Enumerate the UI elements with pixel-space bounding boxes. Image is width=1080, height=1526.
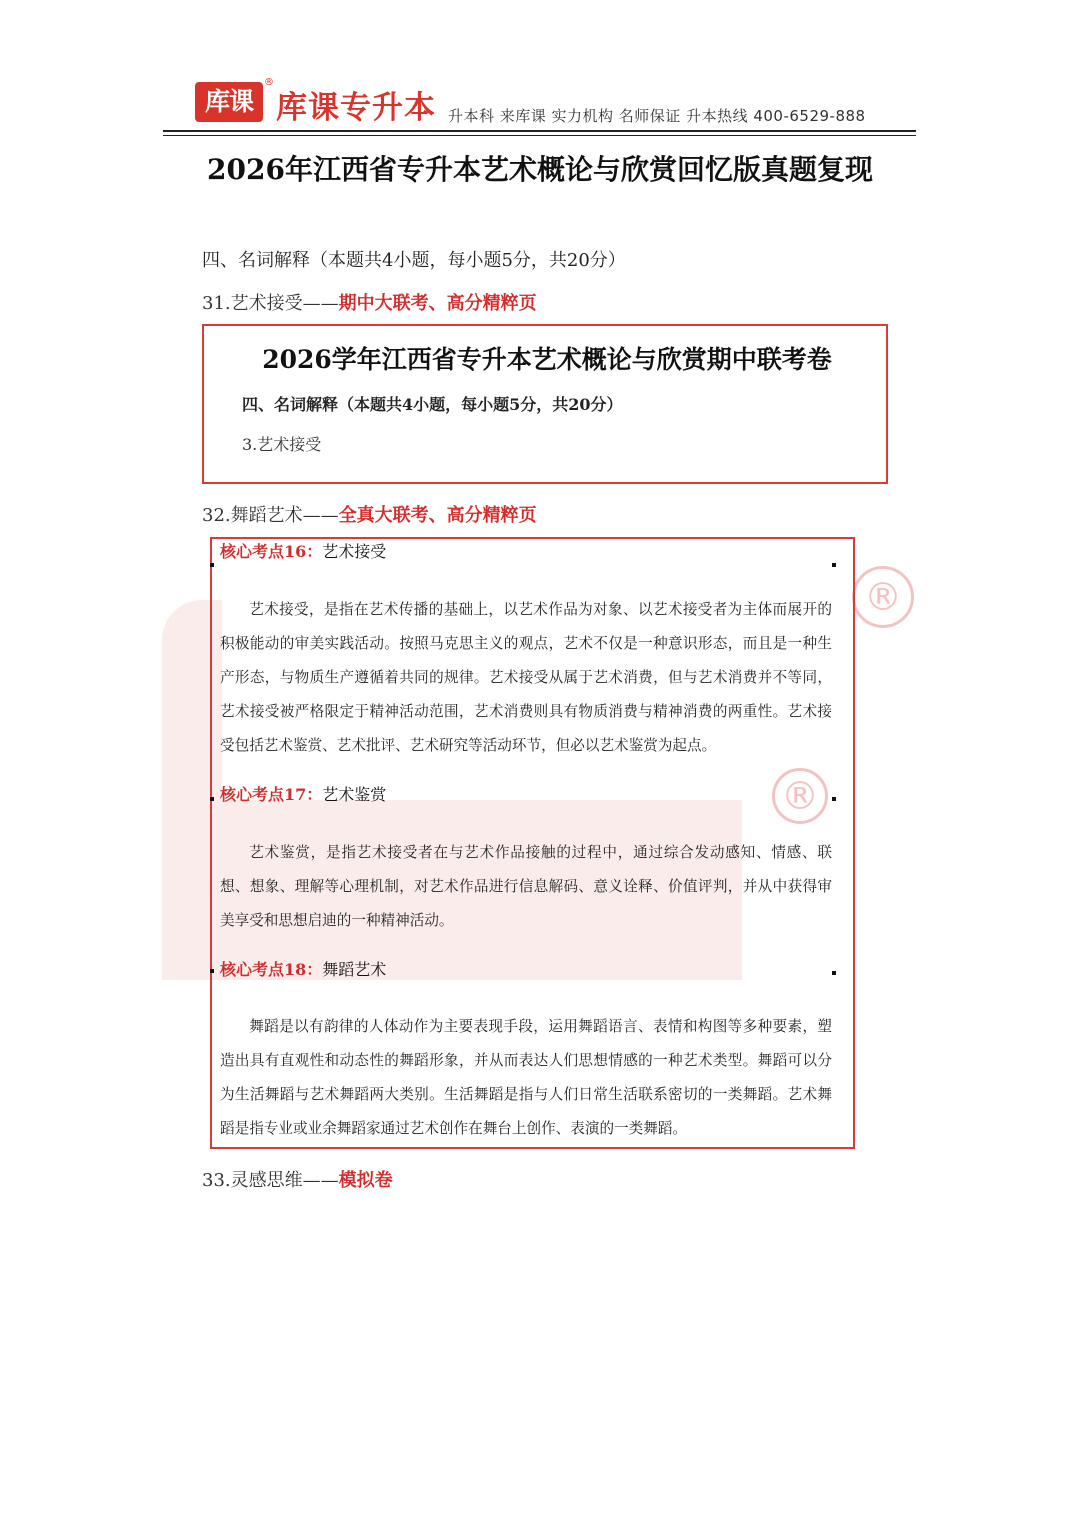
paragraph: 艺术鉴赏，是指艺术接受者在与艺术作品接触的过程中，通过综合发动感知、情感、联想、想象、理解等心理机制，对艺术作品进行信息解码、意义诠释、价值评判，并从中获得审美享受和思想启迪的一种精神活动。 [220,844,832,929]
anchor-mark [832,797,836,801]
key-points-box [210,537,855,1149]
brand-name: 库课专升本 [276,90,436,126]
anchor-mark [210,563,214,567]
question-label: 31.艺术接受—— [202,293,339,314]
key-point-16-text [220,593,832,763]
brand-logo: 库课 [195,82,263,122]
header-slogan: 升本科 来库课 实力机构 名师保证 升本热线 400-6529-888 [448,107,866,125]
exam-excerpt-box [202,324,888,484]
key-point-label: 核心考点16： [220,542,323,561]
question-source: 全真大联考、高分精粹页 [338,505,537,526]
key-point-name: 舞蹈艺术 [322,960,387,979]
key-point-label: 核心考点17： [220,785,323,804]
anchor-mark [210,797,214,801]
key-point-18-text [220,1010,832,1146]
excerpt-section: 四、名词解释（本题共4小题，每小题5分，共20分） [242,395,623,414]
key-point-name: 艺术接受 [322,542,387,561]
page-title: 2026年江西省专升本艺术概论与欣赏回忆版真题复现 [207,153,873,186]
anchor-mark [210,969,214,973]
watermark-registered-icon: ® [852,566,914,628]
question-label: 32.舞蹈艺术—— [202,505,339,526]
registered-mark: ® [264,77,274,88]
question-source: 期中大联考、高分精粹页 [338,293,537,314]
key-point-17-text [220,836,832,938]
question-source: 模拟卷 [338,1170,393,1191]
question-31 [202,289,537,315]
paragraph: 艺术接受，是指在艺术传播的基础上，以艺术作品为对象、以艺术接受者为主体而展开的积极能动的审美实践活动。按照马克思主义的观点，艺术不仅是一种意识形态，而且是一种生产形态，与物质生产遵循着共同的规律。艺术接受从属于艺术消费，但与艺术消费并不等同，艺术接受被严格限定于精神活动范围，艺术消费则具有物质消费与精神消费的两重性。艺术接受包括艺术鉴赏、艺术批评、艺术研究等活动环节，但必以艺术鉴赏为起点。 [220,601,832,754]
question-33 [202,1166,393,1192]
question-32 [202,501,537,527]
watermark-registered-icon: ® [772,768,828,824]
key-point-label: 核心考点18： [220,960,323,979]
header-divider [163,135,916,136]
paragraph: 舞蹈是以有韵律的人体动作为主要表现手段，运用舞蹈语言、表情和构图等多种要素，塑造出具有直观性和动态性的舞蹈形象，并从而表达人们思想情感的一种艺术类型。舞蹈可以分为生活舞蹈与艺术舞蹈两大类别。生活舞蹈是指与人们日常生活联系密切的一类舞蹈。艺术舞蹈是指专业或业余舞蹈家通过艺术创作在舞台上创作、表演的一类舞蹈。 [220,1018,832,1137]
question-label: 33.灵感思维—— [202,1170,339,1191]
key-point-18-heading [220,957,386,980]
anchor-mark [832,563,836,567]
key-point-17-heading [220,782,386,805]
header-divider [163,130,916,132]
key-point-name: 艺术鉴赏 [322,785,387,804]
anchor-mark [832,971,836,975]
section-heading: 四、名词解释（本题共4小题，每小题5分，共20分） [202,250,626,271]
excerpt-title: 2026学年江西省专升本艺术概论与欣赏期中联考卷 [262,345,832,374]
excerpt-item: 3.艺术接受 [242,435,322,454]
key-point-16-heading [220,539,386,562]
